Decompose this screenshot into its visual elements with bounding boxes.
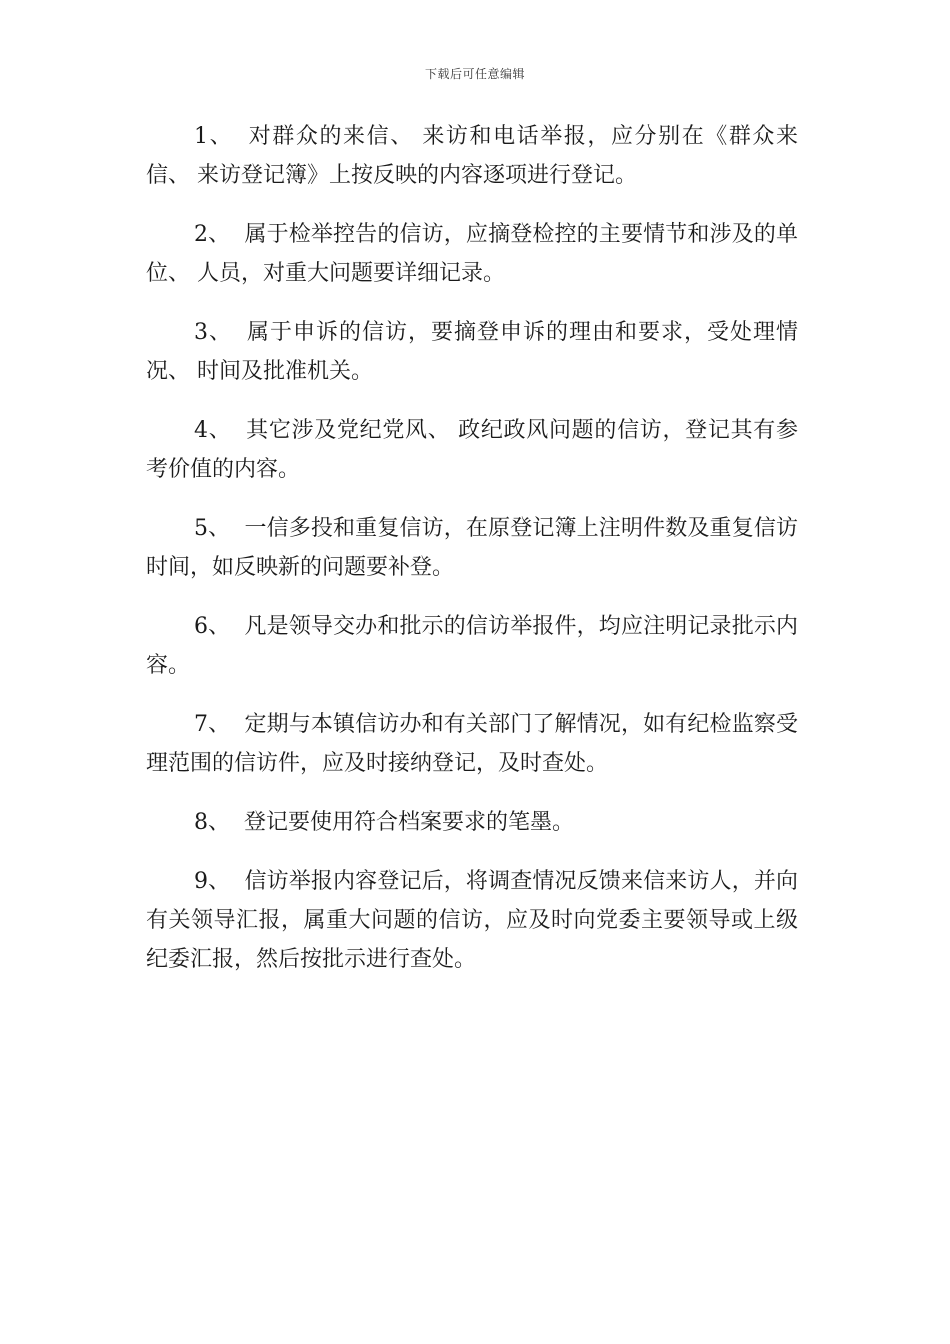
item-number: 3、 <box>194 320 232 345</box>
item-number: 8、 <box>194 810 230 835</box>
item-text: 信访举报内容登记后，将调查情况反馈来信来访人，并向有关领导汇报，属重大问题的信访，应及时向党委主要领导或上级纪委汇报，然后按批示进行查处。 <box>146 869 798 972</box>
item-text: 其它涉及党纪党风、 政纪政风问题的信访，登记其有参考价值的内容。 <box>146 418 798 482</box>
item-number: 9、 <box>194 869 231 894</box>
list-item <box>146 411 798 489</box>
list-item <box>146 705 798 783</box>
item-text: 凡是领导交办和批示的信访举报件，均应注明记录批示内容。 <box>146 614 798 678</box>
item-number: 2、 <box>194 222 231 247</box>
list-item <box>146 803 798 842</box>
list-item <box>146 215 798 293</box>
item-text: 属于申诉的信访，要摘登申诉的理由和要求，受处理情况、 时间及批准机关。 <box>146 320 798 384</box>
item-number: 6、 <box>194 614 231 639</box>
item-number: 5、 <box>194 516 231 541</box>
item-number: 1、 <box>194 124 234 149</box>
item-text: 登记要使用符合档案要求的笔墨。 <box>244 810 575 835</box>
item-text: 定期与本镇信访办和有关部门了解情况，如有纪检监察受理范围的信访件，应及时接纳登记，及时查处。 <box>146 712 798 776</box>
item-text: 对群众的来信、 来访和电话举报，应分别在《群众来信、 来访登记簿》上按反映的内容逐项进行登记。 <box>146 124 798 188</box>
list-item <box>146 862 798 979</box>
item-number: 7、 <box>194 712 231 737</box>
item-text: 属于检举控告的信访，应摘登检控的主要情节和涉及的单位、 人员，对重大问题要详细记录。 <box>146 222 798 286</box>
item-number: 4、 <box>194 418 232 443</box>
list-item <box>146 313 798 391</box>
list-item <box>146 607 798 685</box>
list-item <box>146 117 798 195</box>
item-text: 一信多投和重复信访，在原登记簿上注明件数及重复信访时间，如反映新的问题要补登。 <box>146 516 798 580</box>
list-item <box>146 509 798 587</box>
document-body <box>146 117 798 999</box>
header-note: 下载后可任意编辑 <box>424 67 525 81</box>
